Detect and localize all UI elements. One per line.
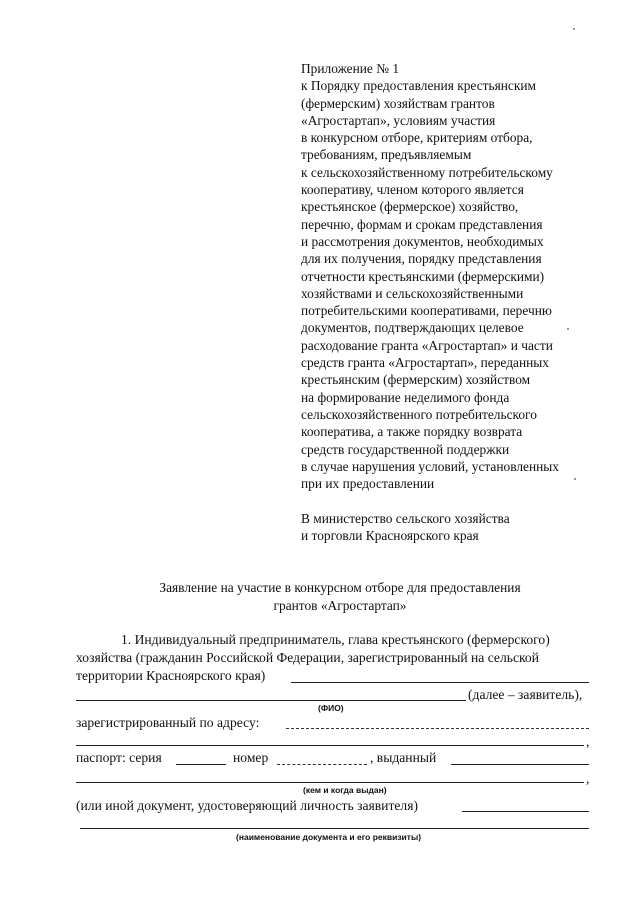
comma: ,: [586, 734, 590, 749]
appendix-line: кооперативу, членом которого является: [301, 182, 524, 198]
appendix-line: хозяйствами и сельскохозяйственными: [301, 285, 524, 301]
paragraph-line: хозяйства (гражданин Российской Федерации, зарегистрированный на сельской: [76, 650, 539, 665]
appendix-line: документов, подтверждающих целевое: [301, 320, 524, 336]
address-field-line[interactable]: [286, 728, 589, 729]
appendix-line: «Агростартап», условиям участия: [301, 112, 496, 128]
passport-number-field[interactable]: [277, 764, 367, 765]
paragraph-line: территории Красноярского края): [76, 668, 266, 683]
appendix-line: потребительскими кооперативами, перечню: [301, 303, 552, 319]
passport-number-label: номер: [233, 750, 269, 765]
issued-by-field[interactable]: [76, 782, 584, 783]
appendix-header: [301, 60, 601, 492]
appendix-line: при их предоставлении: [301, 476, 435, 492]
addressee-block: [301, 510, 601, 545]
appendix-line: крестьянским (фермерским) хозяйством: [301, 372, 531, 388]
passport-issued-field[interactable]: [451, 764, 589, 765]
addressee-line: и торговли Красноярского края: [301, 528, 479, 544]
appendix-line: на формирование неделимого фонда: [301, 389, 510, 405]
title-line: Заявление на участие в конкурсном отборе для предоставления: [159, 580, 521, 595]
appendix-line: к Порядку предоставления крестьянским: [301, 78, 537, 94]
doc-details-field[interactable]: [80, 828, 589, 829]
scan-speck: [574, 478, 576, 480]
scan-speck: [573, 28, 575, 30]
registered-label: зарегистрированный по адресу:: [76, 715, 260, 730]
appendix-line: отчетности крестьянскими (фермерскими): [301, 268, 545, 284]
scan-speck: [567, 328, 569, 330]
appendix-line: (фермерским) хозяйствам грантов: [301, 95, 495, 111]
appendix-line: в конкурсном отборе, критериям отбора,: [301, 130, 533, 146]
appendix-line: крестьянское (фермерское) хозяйство,: [301, 199, 519, 215]
passport-issued-label: , выданный: [370, 750, 437, 765]
appendix-line: кооператива, а также порядку возврата: [301, 424, 523, 440]
other-doc-label: (или иной документ, удостоверяющий личность заявителя): [76, 798, 418, 813]
applicant-field-line[interactable]: [291, 682, 589, 683]
addressee-line: В министерство сельского хозяйства: [301, 511, 510, 526]
comma: ,: [586, 771, 590, 786]
appendix-line: требованиям, предъявляемым: [301, 147, 472, 163]
appendix-line: и рассмотрения документов, необходимых: [301, 233, 544, 249]
appendix-line: перечню, формам и срокам представления: [301, 216, 543, 232]
doc-caption: (наименование документа и его реквизиты): [236, 832, 422, 842]
address-field-line-2[interactable]: [76, 745, 584, 746]
other-doc-field[interactable]: [462, 811, 589, 812]
fio-caption: (ФИО): [318, 703, 344, 713]
appendix-line: сельскохозяйственного потребительского: [301, 406, 537, 422]
appendix-line: в случае нарушения условий, установленных: [301, 458, 559, 474]
issued-caption: (кем и когда выдан): [303, 785, 387, 795]
appendix-line: для их получения, порядку представления: [301, 251, 542, 267]
document-title: [60, 579, 620, 614]
appendix-line: к сельскохозяйственному потребительскому: [301, 164, 553, 180]
applicant-suffix: (далее – заявитель),: [468, 687, 583, 702]
title-line: грантов «Агростартап»: [273, 597, 407, 613]
appendix-line: расходование гранта «Агростартап» и части: [301, 337, 553, 353]
passport-series-label: паспорт: серия: [76, 750, 162, 765]
paragraph-line: 1. Индивидуальный предприниматель, глава крестьянского (фермерского): [121, 632, 550, 647]
appendix-line: средств государственной поддержки: [301, 441, 510, 457]
fio-field-line[interactable]: [76, 700, 466, 701]
appendix-line: Приложение № 1: [301, 61, 400, 76]
appendix-line: средств гранта «Агростартап», переданных: [301, 355, 549, 371]
passport-series-field[interactable]: [176, 764, 226, 765]
